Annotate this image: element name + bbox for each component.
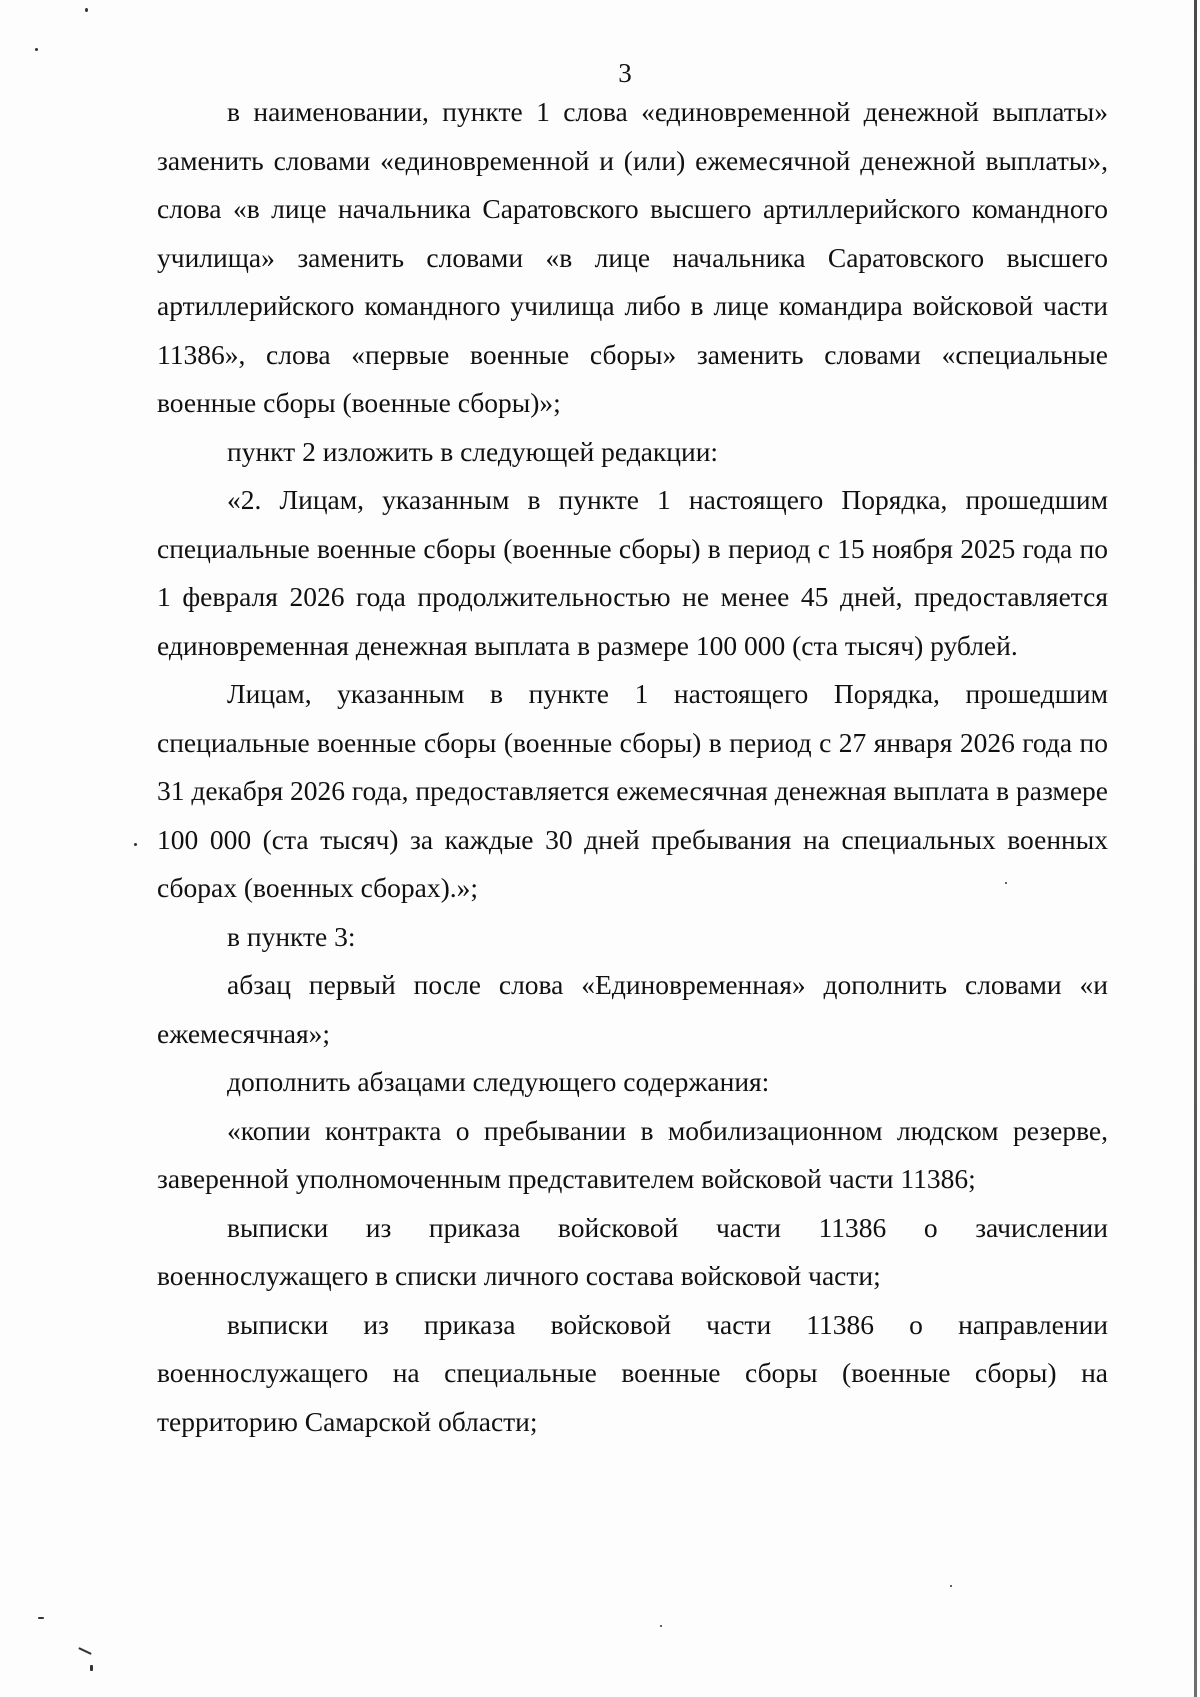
paragraph: «2. Лицам, указанным в пункте 1 настоящего Порядка, прошедшим специальные военные сборы (военные сборы) в период с 15 ноября 2025 года по 1 февраля 2026 года продолжительностью не менее 45 дней, предоставляется единовременная денежная выплата в размере 100 000 (ста тысяч) рублей. <box>157 484 1108 661</box>
paragraph: пункт 2 изложить в следующей редакции: <box>227 435 719 467</box>
page-number: 3 <box>618 58 632 88</box>
scan-speck <box>85 8 88 12</box>
scan-speck <box>660 1625 662 1627</box>
paragraph: выписки из приказа войсковой части 11386 о зачислении военнослужащего в списки личного состава войсковой части; <box>157 1211 1108 1291</box>
paragraph: в пункте 3: <box>227 920 356 952</box>
paragraph: «копии контракта о пребывании в мобилизационном людском резерве, заверенной уполномоченным представителем войсковой части 11386; <box>157 1114 1108 1194</box>
paragraph: выписки из приказа войсковой части 11386 о направлении военнослужащего на специальные военные сборы (военные сборы) на территорию Самарской области; <box>157 1308 1108 1437</box>
paragraph: абзац первый после слова «Единовременная» дополнить словами «и ежемесячная»; <box>157 969 1108 1049</box>
scan-speck <box>134 843 137 846</box>
document-body <box>157 88 1108 1446</box>
scan-edge-line <box>1194 0 1197 1697</box>
scan-speck <box>38 1617 44 1619</box>
paragraph: дополнить абзацами следующего содержания: <box>227 1066 770 1097</box>
scan-speck <box>78 1647 92 1655</box>
scan-speck <box>950 1585 952 1587</box>
scan-speck <box>35 48 38 51</box>
scan-speck <box>90 1665 93 1671</box>
paragraph: в наименовании, пункте 1 слова «единовременной денежной выплаты» заменить словами «единовременной и (или) ежемесячной денежной выплаты», слова «в лице начальника Саратовского высшего артиллерийского командного училища» заменить словами «в лице начальника Саратовского высшего артиллерийского командного училища либо в лице командира войсковой части 11386», слова «первые военные сборы» заменить словами «специальные военные сборы (военные сборы)»; <box>157 96 1108 418</box>
paragraph: Лицам, указанным в пункте 1 настоящего Порядка, прошедшим специальные военные сборы (военные сборы) в период с 27 января 2026 года по 31 декабря 2026 года, предоставляется ежемесячная денежная выплата в размере 100 000 (ста тысяч) за каждые 30 дней пребывания на специальных военных сборах (военных сборах).»; <box>157 678 1108 903</box>
